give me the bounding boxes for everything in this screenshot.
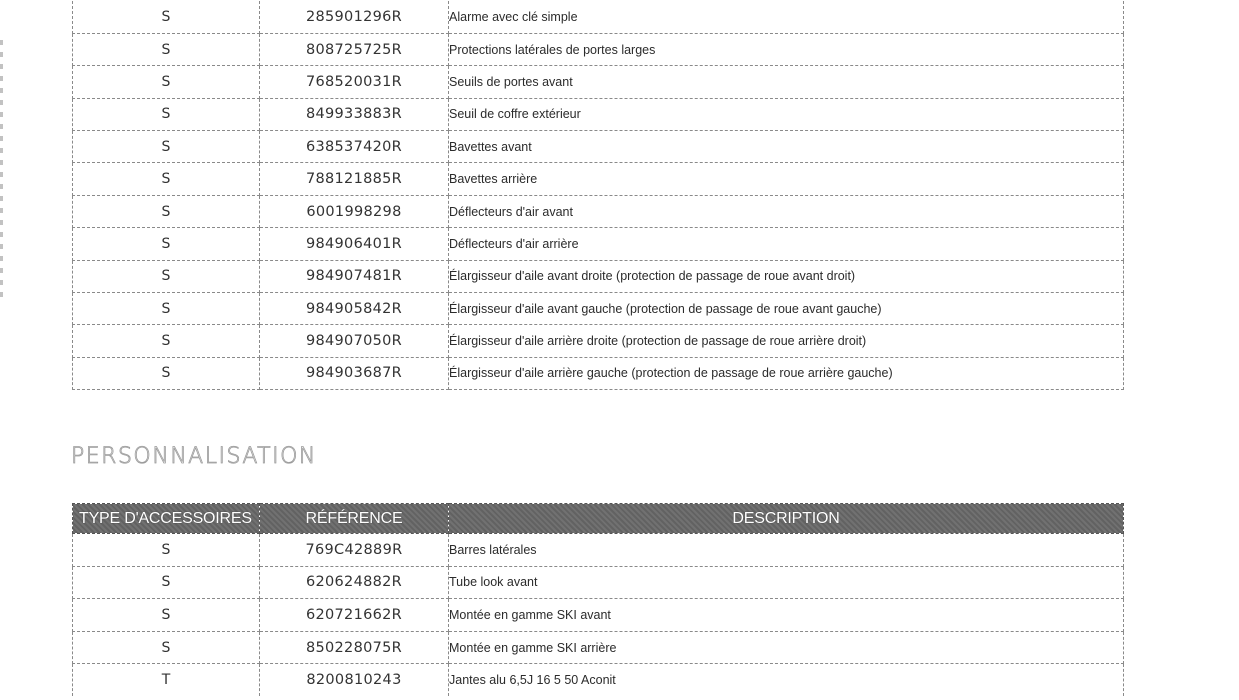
reference-cell: 6001998298 (260, 195, 449, 227)
description-cell: Bavettes arrière (449, 163, 1124, 195)
table-row (73, 566, 1124, 599)
accessory-type-cell: S (73, 98, 260, 130)
reference-cell: 285901296R (260, 1, 449, 33)
accessory-type-cell: S (73, 66, 260, 98)
table-row (73, 228, 1124, 260)
table-row (73, 98, 1124, 130)
accessory-type-cell: T (73, 664, 260, 697)
description-cell: Barres latérales (449, 534, 1124, 567)
description-cell: Déflecteurs d'air arrière (449, 228, 1124, 260)
description-cell: Élargisseur d'aile arrière droite (protection de passage de roue arrière droit) (449, 325, 1124, 357)
reference-cell: 638537420R (260, 131, 449, 163)
description-cell: Élargisseur d'aile arrière gauche (protection de passage de roue arrière gauche) (449, 357, 1124, 389)
accessory-type-cell: S (73, 260, 260, 292)
accessory-type-cell: S (73, 325, 260, 357)
table-row (73, 195, 1124, 227)
description-cell: Élargisseur d'aile avant droite (protection de passage de roue avant droit) (449, 260, 1124, 292)
reference-cell: 769C42889R (260, 534, 449, 567)
header-reference: RÉFÉRENCE (260, 504, 449, 534)
reference-cell: 620721662R (260, 599, 449, 632)
description-cell: Protections latérales de portes larges (449, 33, 1124, 65)
table-row (73, 163, 1124, 195)
reference-cell: 850228075R (260, 631, 449, 664)
accessory-type-cell: S (73, 131, 260, 163)
description-cell: Montée en gamme SKI arrière (449, 631, 1124, 664)
description-cell: Élargisseur d'aile avant gauche (protection de passage de roue avant gauche) (449, 293, 1124, 325)
accessory-type-cell: S (73, 293, 260, 325)
table-row (73, 131, 1124, 163)
reference-cell: 984903687R (260, 357, 449, 389)
description-cell: Montée en gamme SKI avant (449, 599, 1124, 632)
reference-cell: 849933883R (260, 98, 449, 130)
table-row (73, 631, 1124, 664)
description-cell: Jantes alu 6,5J 16 5 50 Aconit (449, 664, 1124, 697)
accessory-type-cell: S (73, 1, 260, 33)
table-body (73, 1, 1124, 390)
table-row (73, 664, 1124, 697)
description-cell: Bavettes avant (449, 131, 1124, 163)
header-type: TYPE D'ACCESSOIRES (73, 504, 260, 534)
accessory-type-cell: S (73, 357, 260, 389)
header-description: DESCRIPTION (449, 504, 1124, 534)
accessory-type-cell: S (73, 228, 260, 260)
table-row (73, 293, 1124, 325)
section-title: PERSONNALISATION (71, 444, 317, 469)
table-header-row (73, 504, 1124, 534)
personnalisation-table (72, 503, 1124, 696)
table-row (73, 1, 1124, 33)
reference-cell: 984906401R (260, 228, 449, 260)
reference-cell: 8200810243 (260, 664, 449, 697)
accessory-type-cell: S (73, 631, 260, 664)
table-body (73, 534, 1124, 697)
margin-mark (0, 40, 3, 300)
table-row (73, 599, 1124, 632)
table-row (73, 33, 1124, 65)
reference-cell: 788121885R (260, 163, 449, 195)
reference-cell: 808725725R (260, 33, 449, 65)
description-cell: Seuil de coffre extérieur (449, 98, 1124, 130)
description-cell: Alarme avec clé simple (449, 1, 1124, 33)
reference-cell: 984907481R (260, 260, 449, 292)
accessory-type-cell: S (73, 195, 260, 227)
accessory-type-cell: S (73, 534, 260, 567)
accessory-type-cell: S (73, 163, 260, 195)
table-row (73, 66, 1124, 98)
accessory-type-cell: S (73, 33, 260, 65)
reference-cell: 620624882R (260, 566, 449, 599)
description-cell: Tube look avant (449, 566, 1124, 599)
accessory-type-cell: S (73, 599, 260, 632)
table-row (73, 534, 1124, 567)
reference-cell: 984905842R (260, 293, 449, 325)
table-row (73, 357, 1124, 389)
description-cell: Seuils de portes avant (449, 66, 1124, 98)
reference-cell: 768520031R (260, 66, 449, 98)
accessory-type-cell: S (73, 566, 260, 599)
table-row (73, 325, 1124, 357)
reference-cell: 984907050R (260, 325, 449, 357)
table-row (73, 260, 1124, 292)
accessories-table-top (72, 1, 1124, 390)
description-cell: Déflecteurs d'air avant (449, 195, 1124, 227)
